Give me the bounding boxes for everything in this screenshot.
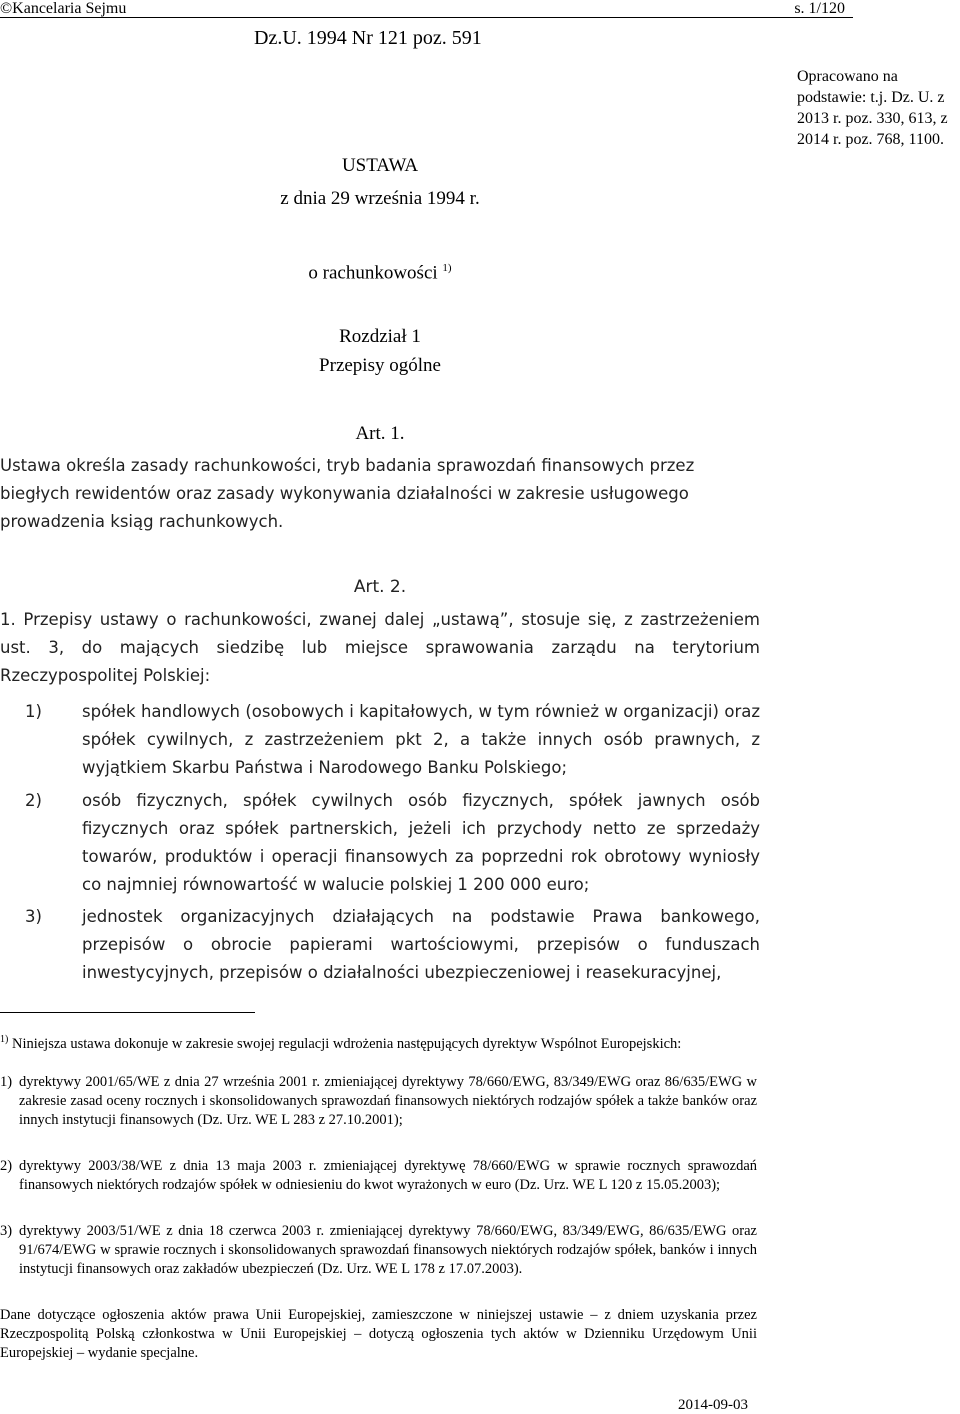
footnote-item-text: dyrektywy 2003/38/WE z dnia 13 maja 2003 r. zmieniającej dyrektywę 78/660/EWG w sprawie rocznych sprawozdań finansowych niektórych rodzajów spółek w odniesieniu do kwot wyrażonych w euro (Dz. Urz. WE L 120 z 15.05.2003); bbox=[19, 1158, 757, 1193]
footnote-item bbox=[0, 1222, 757, 1279]
footnote-item-number: 3) bbox=[0, 1223, 13, 1239]
footnote-item-number: 1) bbox=[0, 1074, 13, 1090]
source-note: Opracowano na podstawie: t.j. Dz. U. z 2013 r. poz. 330, 613, z 2014 r. poz. 768, 1100. bbox=[797, 68, 948, 148]
footnote-divider bbox=[0, 1012, 255, 1013]
chapter-name: Przepisy ogólne bbox=[319, 355, 441, 376]
list-item-text: jednostek organizacyjnych działających na podstawie Prawa bankowego, przepisów o obrocie papierami wartościowymi, przepisów o funduszach inwestycyjnych, przepisów o działalności ubezpieczeniowej i reasekuracyjnej, bbox=[82, 907, 760, 982]
footnote-item bbox=[0, 1073, 757, 1130]
act-title bbox=[0, 256, 760, 285]
art1-heading: Art. 1. bbox=[355, 423, 405, 444]
header-divider bbox=[0, 17, 853, 18]
chapter-number: Rozdział 1 bbox=[339, 326, 421, 347]
footer-date: 2014-09-03 bbox=[678, 1397, 748, 1413]
list-item-text: spółek handlowych (osobowych i kapitałowych, w tym również w organizacji) oraz spółek cywilnych, z zastrzeżeniem pkt 2, a także innych osób prawnych, z wyjątkiem Skarbu Państwa i Narodowego Banku Polskiego; bbox=[82, 702, 760, 777]
list-item-number: 3) bbox=[25, 907, 42, 926]
footnote-item-number: 2) bbox=[0, 1158, 13, 1174]
publication-reference: Dz.U. 1994 Nr 121 poz. 591 bbox=[254, 27, 482, 49]
footnote-item-text: dyrektywy 2003/51/WE z dnia 18 czerwca 2003 r. zmieniającej dyrektywy 78/660/EWG, 83/349/EWG, 86/635/EWG oraz 91/674/EWG w sprawie rocznych i skonsolidowanych sprawozdań finansowych niektórych rodzajów spółek, banków i innych instytucji finansowych oraz zakładów ubezpieczeń (Dz. Urz. WE L 178 z 17.07.2003). bbox=[19, 1223, 757, 1277]
footnote-intro-text: Niniejsza ustawa dokonuje w zakresie swojej regulacji wdrożenia następujących dyrektyw Wspólnot Europejskich: bbox=[11, 1035, 682, 1052]
art1-text: Ustawa określa zasady rachunkowości, tryb badania sprawozdań finansowych przez biegłych rewidentów oraz zasady wykonywania działalności w zakresie usługowego prowadzenia ksiąg rachunkowych. bbox=[0, 456, 695, 531]
footnote-item bbox=[0, 1157, 757, 1195]
list-item bbox=[0, 698, 760, 782]
act-date: z dnia 29 września 1994 r. bbox=[280, 188, 480, 209]
footnote-reference[interactable]: 1) bbox=[442, 262, 452, 274]
list-item-number: 1) bbox=[25, 702, 42, 721]
list-item bbox=[0, 903, 760, 987]
art2-heading: Art. 2. bbox=[353, 577, 407, 597]
list-item-number: 2) bbox=[25, 791, 42, 810]
footnote-item-text: dyrektywy 2001/65/WE z dnia 27 września 2001 r. zmieniającej dyrektywy 78/660/EWG, 83/349/EWG oraz 86/635/EWG w zakresie zasad oceny rocznych i skonsolidowanych sprawozdań finansowych niektórych rodzajów spółek a także banków oraz innych instytucji finansowych (Dz. Urz. WE L 283 z 27.10.2001); bbox=[19, 1074, 757, 1128]
header-left-label: ©Kancelaria Sejmu bbox=[0, 0, 127, 17]
list-item-text: osób fizycznych, spółek cywilnych osób fizycznych, spółek jawnych osób fizycznych oraz spółek partnerskich, jeżeli ich przychody netto ze sprzedaży towarów, produktów i operacji finansowych za poprzedni rok obrotowy wyniosły co najmniej równowartość w walucie polskiej 1 200 000 euro; bbox=[82, 791, 760, 894]
art2-paragraph-1: 1. Przepisy ustawy o rachunkowości, zwanej dalej „ustawą”, stosuje się, z zastrzeżeniem ust. 3, do mających siedzibę lub miejsce sprawowania zarządu na terytorium Rzeczypospolitej Polskiej: bbox=[0, 610, 760, 685]
list-item bbox=[0, 787, 760, 899]
footnote-intro bbox=[0, 1030, 757, 1054]
act-type: USTAWA bbox=[341, 155, 419, 176]
act-title-text: o rachunkowości bbox=[308, 262, 438, 284]
footnote-marker: 1) bbox=[0, 1034, 9, 1045]
header-page-number: s. 1/120 bbox=[794, 0, 845, 17]
footnote-note: Dane dotyczące ogłoszenia aktów prawa Unii Europejskiej, zamieszczone w niniejszej ustawie – z dniem uzyskania przez Rzeczpospolitą Polską członkostwa w Unii Europejskiej – dotyczą ogłoszenia tych aktów w Dzienniku Urzędowym Unii Europejskiej – wydanie specjalne. bbox=[0, 1307, 757, 1361]
